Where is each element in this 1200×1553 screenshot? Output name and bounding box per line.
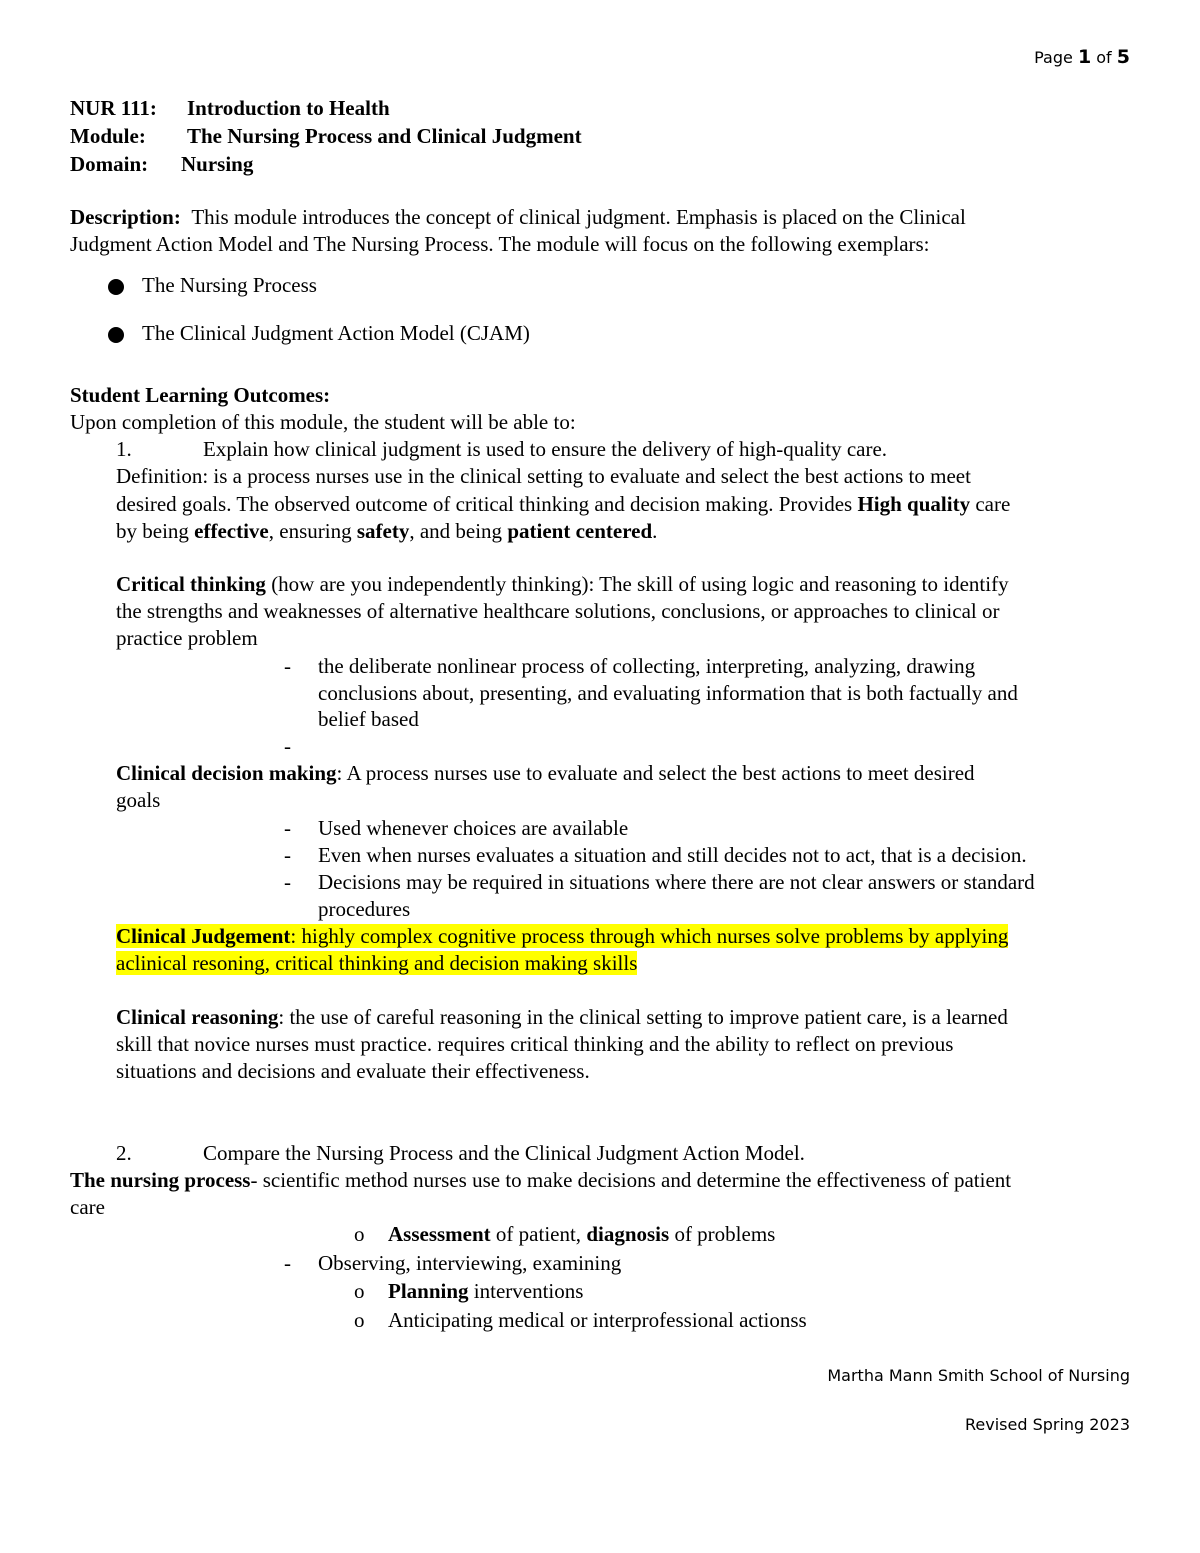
clinical-reasoning-line-2: skill that novice nurses must practice. requires critical thinking and the ability to reflect on previous xyxy=(116,1032,954,1056)
domain-line: Domain: Nursing xyxy=(70,152,254,176)
decision-item: Used whenever choices are available xyxy=(318,816,629,840)
circle-bullet: o xyxy=(354,1222,365,1246)
decision-item: procedures xyxy=(318,897,411,921)
process-item-planning: Planning interventions xyxy=(388,1279,584,1303)
decision-item: Decisions may be required in situations where there are not clear answers or standard xyxy=(318,870,1035,894)
slo-heading: Student Learning Outcomes: xyxy=(70,383,331,407)
outcome-2-text: Compare the Nursing Process and the Clinical Judgment Action Model. xyxy=(203,1141,805,1165)
clinical-decision-line-1: Clinical decision making: A process nurses use to evaluate and select the best actions to meet desired xyxy=(116,761,975,785)
definition-line-3: by being effective, ensuring safety, and being patient centered. xyxy=(116,519,658,543)
critical-thinking-line-2: the strengths and weaknesses of alternative healthcare solutions, conclusions, or approaches to clinical or xyxy=(116,599,1000,623)
circle-bullet: o xyxy=(354,1279,365,1303)
critical-thinking-line-1: Critical thinking (how are you independently thinking): The skill of using logic and reasoning to identify xyxy=(116,572,1009,596)
exemplar-item: The Nursing Process xyxy=(108,272,317,299)
outcome-1-number: 1. xyxy=(116,437,132,461)
critical-thinking-subitem: the deliberate nonlinear process of collecting, interpreting, analyzing, drawing xyxy=(318,654,976,678)
dash-bullet: - xyxy=(284,870,291,894)
nursing-process-line-2: care xyxy=(70,1195,105,1219)
process-subitem: Observing, interviewing, examining xyxy=(318,1251,622,1275)
dash-bullet: - xyxy=(284,654,291,678)
footer-revised: Revised Spring 2023 xyxy=(964,1415,1130,1434)
decision-item: Even when nurses evaluates a situation and still decides not to act, that is a decision. xyxy=(318,843,1027,867)
bullet-icon xyxy=(108,327,124,343)
description-line-2: Judgment Action Model and The Nursing Process. The module will focus on the following exemplars: xyxy=(70,232,930,256)
dash-bullet: - xyxy=(284,816,291,840)
module-line: Module: The Nursing Process and Clinical Judgment xyxy=(70,124,582,148)
process-item-assessment: Assessment of patient, diagnosis of problems xyxy=(388,1222,776,1246)
exemplar-item: The Clinical Judgment Action Model (CJAM) xyxy=(108,320,530,347)
dash-bullet: - xyxy=(284,843,291,867)
page-number: Page 1 of 5 xyxy=(1034,46,1130,68)
critical-thinking-subitem: conclusions about, presenting, and evaluating information that is both factually and xyxy=(318,681,1018,705)
circle-bullet: o xyxy=(354,1308,365,1332)
clinical-reasoning-line-1: Clinical reasoning: the use of careful reasoning in the clinical setting to improve patient care, is a learned xyxy=(116,1005,1008,1029)
dash-bullet: - xyxy=(284,1251,291,1275)
clinical-reasoning-line-3: situations and decisions and evaluate their effectiveness. xyxy=(116,1059,590,1083)
critical-thinking-line-3: practice problem xyxy=(116,626,258,650)
slo-intro: Upon completion of this module, the student will be able to: xyxy=(70,410,576,434)
clinical-judgement-line-1: Clinical Judgement: highly complex cognitive process through which nurses solve problems by applying xyxy=(116,924,1009,948)
definition-line-2: desired goals. The observed outcome of critical thinking and decision making. Provides High quality care xyxy=(116,492,1011,516)
nursing-process-line-1: The nursing process- scientific method nurses use to make decisions and determine the effectiveness of patient xyxy=(70,1168,1012,1192)
clinical-judgement-line-2: aclinical resoning, critical thinking and decision making skills xyxy=(116,951,638,975)
outcome-2-number: 2. xyxy=(116,1141,132,1165)
description-line-1: Description: This module introduces the concept of clinical judgment. Emphasis is placed on the Clinical xyxy=(70,205,966,229)
footer-school: Martha Mann Smith School of Nursing xyxy=(827,1366,1130,1385)
outcome-1-text: Explain how clinical judgment is used to ensure the delivery of high-quality care. xyxy=(203,437,888,461)
clinical-decision-line-2: goals xyxy=(116,788,161,812)
definition-line-1: Definition: is a process nurses use in the clinical setting to evaluate and select the best actions to meet xyxy=(116,464,971,488)
process-item-anticipating: Anticipating medical or interprofessional actionss xyxy=(388,1308,807,1332)
course-line: NUR 111: Introduction to Health xyxy=(70,96,390,120)
critical-thinking-subitem: belief based xyxy=(318,707,419,731)
bullet-icon xyxy=(108,279,124,295)
dash-bullet: - xyxy=(284,734,291,758)
